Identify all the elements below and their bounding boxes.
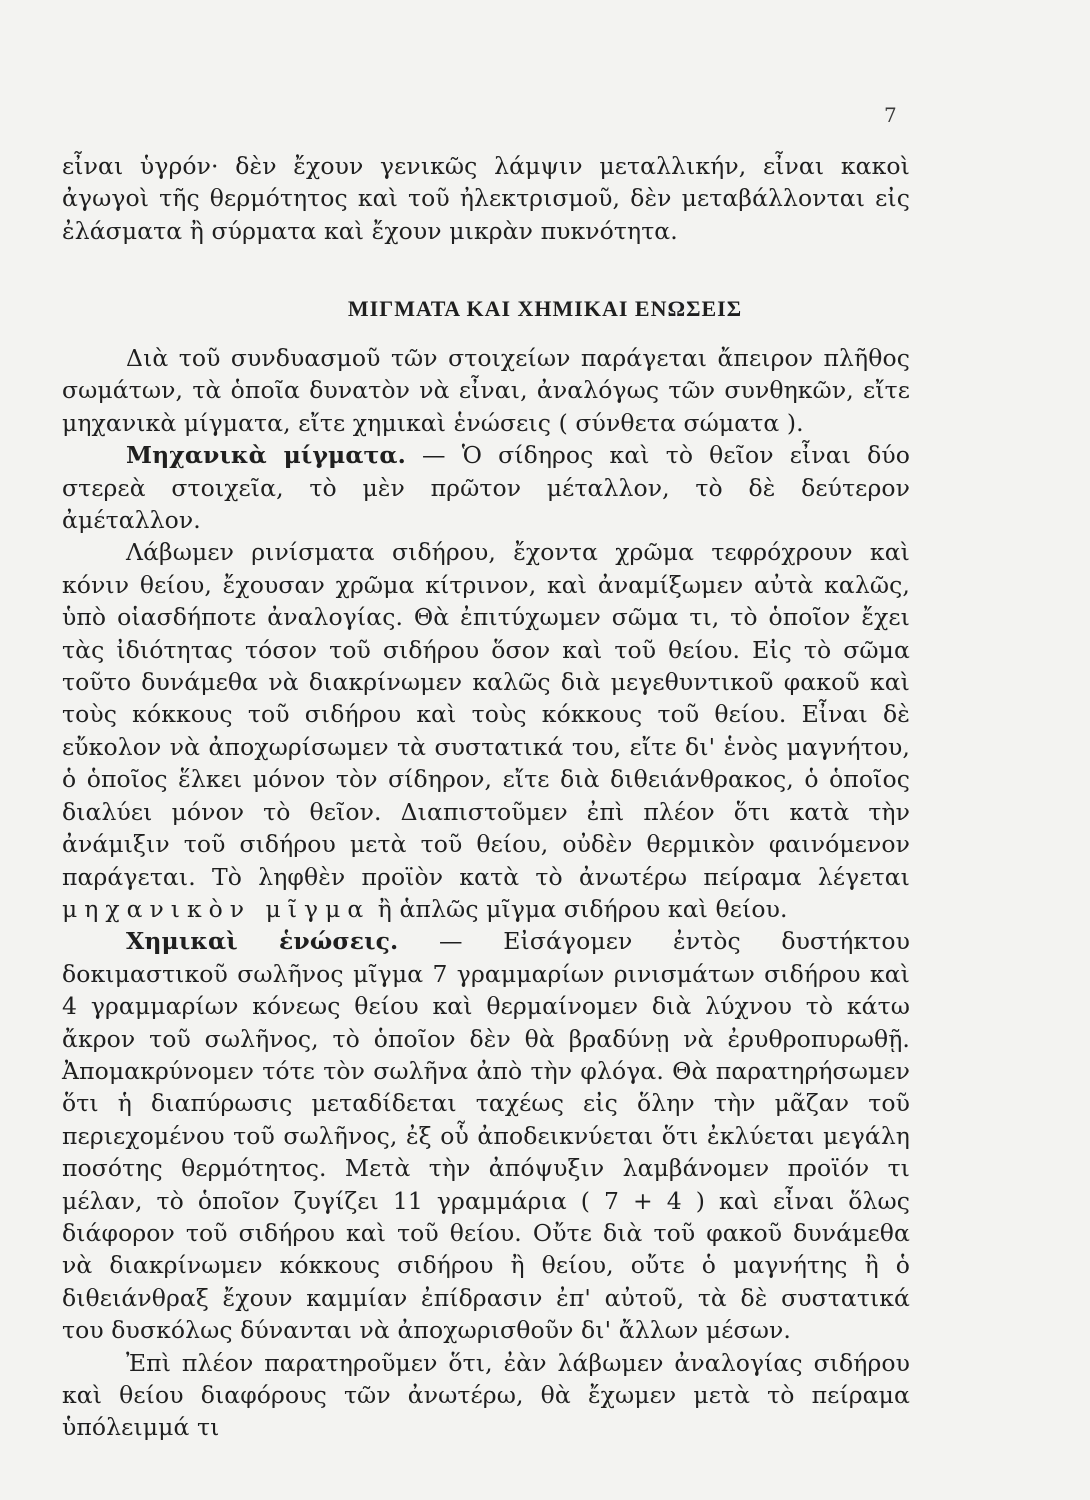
paragraph-mechanical-mixtures-text: — Ὁ σίδηρος καὶ τὸ θεῖον εἶναι δύο στερεὰ στοιχεῖα, τὸ μὲν πρῶτον μέταλλον, τὸ δὲ δεύτερον ἀμέταλλον. <box>62 441 911 535</box>
paragraph-mechanical-mixtures <box>62 439 910 536</box>
paragraph-iron-sulfur-text-a: Λάβωμεν ρινίσματα σιδήρου, ἔχοντα χρῶμα τεφρόχρουν καὶ κόνιν θείου, ἔχουσαν χρῶμα κίτρινον, καὶ ἀναμίξωμεν αὐτὰ καλῶς, ὑπὸ οἱασδήποτε ἀναλογίας. Θὰ ἐπιτύχωμεν σῶμα τι, τὸ ὁποῖον ἔχει τὰς ἰδιότητας τόσον τοῦ σιδήρου ὅσον καὶ τοῦ θείου. Εἰς τὸ σῶμα τοῦτο δυνάμεθα νὰ διακρίνωμεν καλῶς διὰ μεγεθυντικοῦ φακοῦ καὶ τοὺς κόκκους τοῦ σιδήρου καὶ τοὺς κόκκους τοῦ θείου. Εἶναι δὲ εὔκολον νὰ ἀποχωρίσωμεν τὰ συστατικά του, εἴτε δι' ἑνὸς μαγνήτου, ὁ ὁποῖος ἕλκει μόνον τὸν σίδηρον, εἴτε διὰ διθειάνθρακος, ὁ ὁποῖος διαλύει μόνον τὸ θεῖον. Διαπιστοῦμεν ἐπὶ πλέον ὅτι κατὰ τὴν ἀνάμιξιν τοῦ σιδήρου μετὰ τοῦ θείου, οὐδὲν θερμικὸν φαινόμενον παράγεται. Τὸ ληφθὲν προϊὸν κατὰ τὸ ἀνωτέρω πείραμα λέγεται <box>62 538 910 891</box>
page-number: 7 <box>884 103 897 127</box>
run-in-heading-mechanical-mixtures: Μηχανικὰ μίγματα. <box>126 441 406 470</box>
intro-paragraph: εἶναι ὑγρόν· δὲν ἔχουν γενικῶς λάμψιν μεταλλικήν, εἶναι κακοὶ ἀγωγοὶ τῆς θερμότητος καὶ τοῦ ἠλεκτρισμοῦ, δὲν μεταβάλλονται εἰς ἐλάσματα ἢ σύρματα καὶ ἔχουν μικρὰν πυκνότητα. <box>62 152 910 245</box>
body-text <box>62 342 910 1444</box>
paragraph-chemical-compounds-text: — Εἰσάγομεν ἐντὸς δυστήκτου δοκιμαστικοῦ σωλῆνος μῖγμα 7 γραμμαρίων ρινισμάτων σιδήρου καὶ 4 γραμμαρίων κόνεως θείου καὶ θερμαίνομεν διὰ λύχνου τὸ κάτω ἄκρον τοῦ σωλῆνος, τὸ ὁποῖον δὲν θὰ βραδύνῃ νὰ ἐρυθροπυρωθῇ. Ἀπομακρύνομεν τότε τὸν σωλῆνα ἀπὸ τὴν φλόγα. Θὰ παρατηρήσωμεν ὅτι ἡ διαπύρωσις μεταδίδεται ταχέως εἰς ὅλην τὴν μᾶζαν τοῦ περιεχομένου τοῦ σωλῆνος, ἐξ οὗ ἀποδεικνύεται ὅτι ἐκλύεται μεγάλη ποσότης θερμότητος. Μετὰ τὴν ἀπόψυξιν λαμβάνομεν προϊόν τι μέλαν, τὸ ὁποῖον ζυγίζει 11 γραμμάρια ( 7 + 4 ) καὶ εἶναι ὅλως διάφορον τοῦ σιδήρου καὶ τοῦ θείου. Οὔτε διὰ τοῦ φακοῦ δυνάμεθα νὰ διακρίνωμεν κόκκους σιδήρου ἢ θείου, οὔτε ὁ μαγνήτης ἢ ὁ διθειάνθραξ ἔχουν καμμίαν ἐπίδρασιν ἐπ' αὐτοῦ, τὰ δὲ συστατικά του δυσκόλως δύνανται νὰ ἀποχωρισθοῦν δι' ἄλλων μέσων. <box>62 927 910 1345</box>
spaced-term-mechanical-mixture: μηχανικὸν μῖγμα <box>62 894 371 923</box>
paragraph-chemical-compounds <box>62 925 910 1346</box>
section-heading: ΜΙΓΜΑΤΑ ΚΑΙ ΧΗΜΙΚΑΙ ΕΝΩΣΕΙΣ <box>347 296 743 321</box>
paragraph-proportions: Ἐπὶ πλέον παρατηροῦμεν ὅτι, ἐὰν λάβωμεν ἀναλογίας σιδήρου καὶ θείου διαφόρους τῶν ἀνωτέρω, θὰ ἔχωμεν μετὰ τὸ πείραμα ὑπόλειμμά τι <box>62 1348 910 1442</box>
run-in-heading-chemical-compounds: Χημικαὶ ἑνώσεις. <box>126 927 399 956</box>
intro-paragraph-block <box>62 150 910 247</box>
paragraph-mixtures-compounds: Διὰ τοῦ συνδυασμοῦ τῶν στοιχείων παράγεται ἄπειρον πλῆθος σωμάτων, τὰ ὁποῖα δυνατὸν νὰ εἶναι, ἀναλόγως τῶν συνθηκῶν, εἴτε μηχανικὰ μίγματα, εἴτε χημικαὶ ἑνώσεις ( σύνθετα σώματα ). <box>62 344 910 437</box>
paragraph-iron-sulfur-experiment <box>62 536 910 925</box>
paragraph-iron-sulfur-text-b: ἢ ἁπλῶς μῖγμα σιδήρου καὶ θείου. <box>370 894 788 923</box>
